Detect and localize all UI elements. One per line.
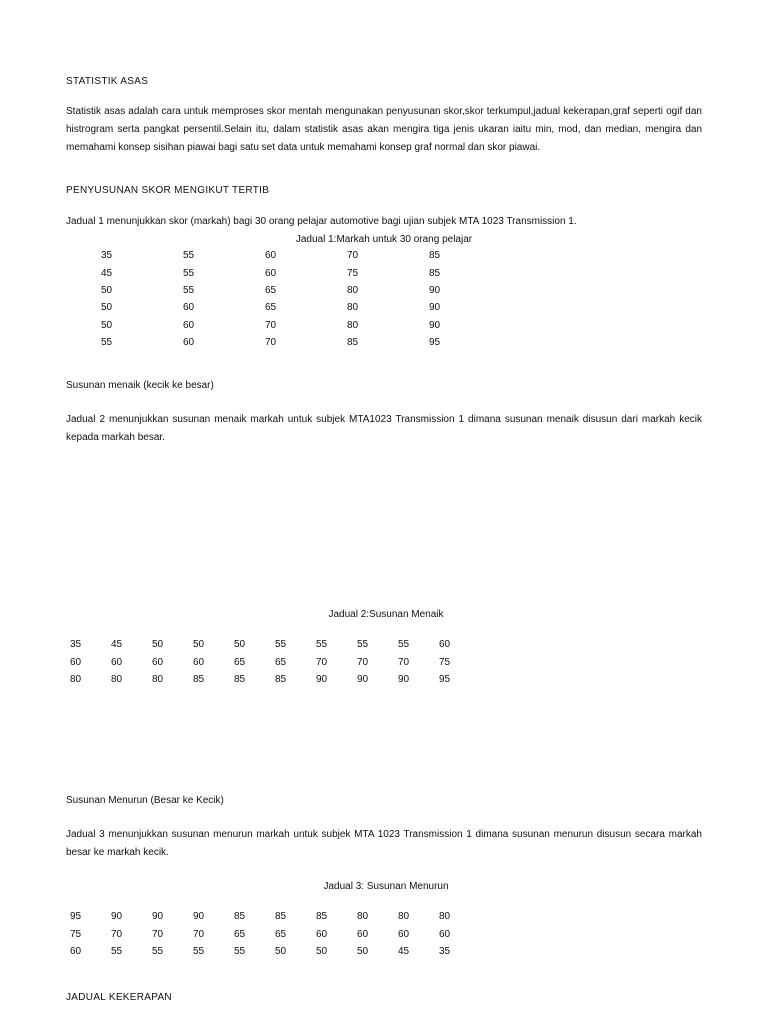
table-cell: 55 (111, 945, 123, 957)
table-row (101, 299, 469, 316)
table-cell: 80 (347, 284, 359, 296)
frequency-heading: JADUAL KEKERAPAN (66, 992, 172, 1003)
table-cell: 55 (316, 639, 328, 651)
table-cell: 70 (193, 928, 205, 940)
table-cell: 90 (429, 302, 441, 314)
table-cell: 55 (357, 639, 369, 651)
table-cell: 65 (234, 656, 246, 668)
table-cell: 90 (429, 284, 441, 296)
table-cell: 90 (316, 673, 328, 685)
table-cell: 50 (234, 639, 246, 651)
table-cell: 75 (70, 928, 82, 940)
table-cell: 55 (183, 250, 195, 262)
table-cell: 50 (152, 639, 164, 651)
table-cell: 50 (101, 284, 113, 296)
table-cell: 55 (234, 945, 246, 957)
table-cell: 50 (101, 319, 113, 331)
table-cell: 60 (70, 945, 82, 957)
table-row (70, 636, 480, 653)
table-cell: 70 (265, 319, 277, 331)
table3-caption: Jadual 3: Susunan Menurun (323, 881, 449, 892)
table-cell: 55 (275, 639, 287, 651)
table-row (101, 264, 469, 281)
table-cell: 55 (152, 945, 164, 957)
table-cell: 60 (193, 656, 205, 668)
table-row (70, 925, 480, 942)
table-cell: 70 (111, 928, 123, 940)
table-cell: 65 (265, 284, 277, 296)
table-cell: 95 (439, 673, 451, 685)
table-cell: 80 (347, 319, 359, 331)
table-cell: 90 (152, 911, 164, 923)
table-cell: 95 (70, 911, 82, 923)
table1-marks (101, 247, 469, 351)
table-cell: 80 (357, 911, 369, 923)
table-cell: 85 (234, 911, 246, 923)
table-cell: 60 (357, 928, 369, 940)
descending-heading: Susunan Menurun (Besar ke Kecik) (66, 795, 224, 806)
table-cell: 60 (183, 319, 195, 331)
table1-description: Jadual 1 menunjukkan skor (markah) bagi 30 orang pelajar automotive bagi ujian subjek MTA 1023 Transmission 1. (66, 216, 577, 227)
table-cell: 90 (429, 319, 441, 331)
table-cell: 85 (316, 911, 328, 923)
table2-ascending (70, 636, 480, 688)
table-cell: 50 (193, 639, 205, 651)
table-cell: 90 (357, 673, 369, 685)
table-cell: 70 (152, 928, 164, 940)
table-cell: 85 (275, 911, 287, 923)
table-cell: 80 (347, 302, 359, 314)
table-cell: 70 (398, 656, 410, 668)
table-cell: 60 (183, 302, 195, 314)
table-row (70, 908, 480, 925)
table-cell: 75 (347, 267, 359, 279)
table1-caption: Jadual 1:Markah untuk 30 orang pelajar (295, 234, 473, 245)
table-cell: 50 (101, 302, 113, 314)
table-cell: 60 (183, 337, 195, 349)
table-cell: 60 (316, 928, 328, 940)
table-cell: 60 (70, 656, 82, 668)
table-row (70, 653, 480, 670)
table-cell: 55 (101, 337, 113, 349)
table-row (101, 334, 469, 351)
table-row (101, 247, 469, 264)
table-cell: 65 (275, 928, 287, 940)
table-cell: 55 (398, 639, 410, 651)
table-cell: 85 (193, 673, 205, 685)
table3-description: Jadual 3 menunjukkan susunan menurun markah untuk subjek MTA 1023 Transmission 1 dimana susunan menurun disusun secara markah besar ke markah kecik. (66, 829, 702, 858)
table-cell: 60 (439, 928, 451, 940)
table2-caption: Jadual 2:Susunan Menaik (328, 609, 444, 620)
section-heading-sort: PENYUSUNAN SKOR MENGIKUT TERTIB (66, 185, 270, 196)
table-cell: 60 (111, 656, 123, 668)
table-cell: 95 (429, 337, 441, 349)
table-cell: 50 (275, 945, 287, 957)
table-cell: 70 (265, 337, 277, 349)
table-cell: 90 (193, 911, 205, 923)
table-cell: 85 (429, 267, 441, 279)
table-cell: 55 (193, 945, 205, 957)
table-cell: 45 (111, 639, 123, 651)
table-cell: 85 (234, 673, 246, 685)
table2-description: Jadual 2 menunjukkan susunan menaik markah untuk subjek MTA1023 Transmission 1 dimana susunan menaik disusun dari markah kecik kepada markah besar. (66, 414, 702, 443)
table-cell: 80 (398, 911, 410, 923)
table-row (101, 317, 469, 334)
table-cell: 80 (439, 911, 451, 923)
table-cell: 60 (439, 639, 451, 651)
ascending-heading: Susunan menaik (kecik ke besar) (66, 380, 214, 391)
intro-paragraph: Statistik asas adalah cara untuk memproses skor mentah mengunakan penyusunan skor,skor terkumpul,jadual kekerapan,graf seperti ogif dan histrogram serta pangkat persentil.Selain itu, dalam statistik asas akan mengira tiga jenis ukaran iaitu min, mod, dan median, mengira dan memahami konsep sisihan piawai bagi satu set data untuk memahami konsep graf normal dan skor piawai. (66, 106, 702, 153)
table-cell: 55 (183, 267, 195, 279)
document-title: STATISTIK ASAS (66, 76, 149, 87)
table-cell: 85 (429, 250, 441, 262)
table-cell: 60 (152, 656, 164, 668)
table-cell: 85 (347, 337, 359, 349)
table-cell: 50 (357, 945, 369, 957)
table-cell: 35 (439, 945, 451, 957)
table-cell: 35 (101, 250, 113, 262)
table-cell: 35 (70, 639, 82, 651)
table-cell: 50 (316, 945, 328, 957)
table-row (70, 943, 480, 960)
table-cell: 60 (265, 250, 277, 262)
table-cell: 75 (439, 656, 451, 668)
table-cell: 65 (275, 656, 287, 668)
table3-descending (70, 908, 480, 960)
table-cell: 90 (398, 673, 410, 685)
table-cell: 70 (357, 656, 369, 668)
table-cell: 80 (111, 673, 123, 685)
table-cell: 55 (183, 284, 195, 296)
table-cell: 70 (316, 656, 328, 668)
table-cell: 45 (101, 267, 113, 279)
table-cell: 65 (265, 302, 277, 314)
table-cell: 70 (347, 250, 359, 262)
table-cell: 85 (275, 673, 287, 685)
table-cell: 90 (111, 911, 123, 923)
table-cell: 80 (152, 673, 164, 685)
table-cell: 60 (398, 928, 410, 940)
table-row (101, 282, 469, 299)
table-cell: 65 (234, 928, 246, 940)
table-cell: 80 (70, 673, 82, 685)
table-row (70, 671, 480, 688)
table-cell: 60 (265, 267, 277, 279)
table-cell: 45 (398, 945, 410, 957)
